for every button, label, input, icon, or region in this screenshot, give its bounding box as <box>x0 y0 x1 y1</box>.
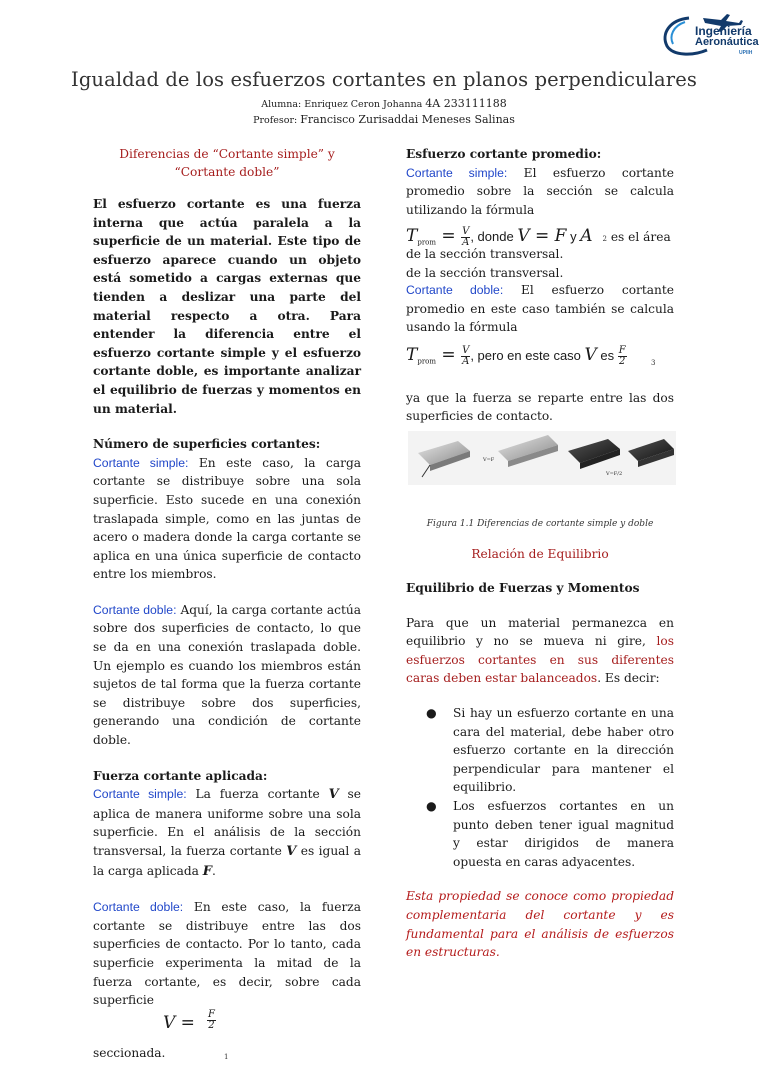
formula-v: V = <box>163 1012 195 1033</box>
student-line <box>0 97 768 110</box>
f1-f: F <box>554 226 567 247</box>
f2-num: V <box>462 344 470 356</box>
f2-fnum: F <box>618 344 626 356</box>
right-column-lower <box>406 545 674 962</box>
forces-moments-heading: Equilibrio de Fuerzas y Momentos <box>406 581 640 595</box>
simple-label: Cortante simple: <box>93 455 189 470</box>
shear-figure <box>408 431 676 485</box>
equilibrium-bullet-list <box>406 704 674 871</box>
simple-label: Cortante simple: <box>406 165 508 180</box>
footnote-2: 2 <box>602 235 607 244</box>
simple-label: Cortante simple: <box>93 787 187 802</box>
double-label: Cortante doble: <box>93 900 184 915</box>
average-double-paragraph <box>406 281 674 337</box>
bullet-text-2: Los esfuerzos cortantes en un punto deben tener igual magnitud y estar dirigidos de manera opuesta en caras adyacentes. <box>453 798 674 869</box>
f1-eq2: = <box>529 226 555 247</box>
logo <box>655 8 763 58</box>
formula-2 <box>406 337 674 375</box>
logo-line-2: Aeronáutica <box>695 36 759 48</box>
intro-paragraph: El esfuerzo cortante es una fuerza interna que actúa paralela a la superficie de un material. Este tipo de esfuerzo aparece cuando un objeto está sometido a cargas externas que tienden a deslizar una parte del material respecto a otra. Para entender la diferencia entre el esfuerzo cortante simple y el esfuerzo cortante doble, es importante analizar el equilibrio de fuerzas y momentos en un material. <box>93 197 361 416</box>
area-text: de la sección transversal. <box>406 247 564 262</box>
f2-eq: = <box>436 344 462 365</box>
period: . <box>212 863 216 878</box>
bullet-text-1: Si hay un esfuerzo cortante en una cara del material, debe haber otro esfuerzo cortante en la dirección perpendicular para mantener el equilibrio. <box>453 705 674 795</box>
equilibrium-text-b: . Es decir: <box>597 671 660 686</box>
footnote-3: 3 <box>651 358 656 367</box>
student-id: 4A 233111188 <box>425 97 507 110</box>
average-simple-paragraph <box>406 164 674 220</box>
double-label: Cortante doble: <box>93 602 177 617</box>
equilibrium-text-red: los esfuerzos cortantes en sus diferentes caras deben estar balanceados <box>406 634 674 686</box>
f2-t: T <box>406 344 418 365</box>
f1-sub: prom <box>417 238 437 247</box>
formula-den: 2 <box>208 1019 215 1031</box>
force-heading: Fuerza cortante aplicada: <box>93 768 268 783</box>
bullet-item-1 <box>406 704 674 797</box>
seccionada-text: seccionada. <box>93 1045 166 1060</box>
force-double-text: En este caso, la fuerza cortante se distribuye entre las dos superficies de contacto. Por lo tanto, cada superficie experimenta la mitad de la fuerza cortante, es decir, sobre cada superficie <box>93 900 361 1008</box>
surfaces-heading: Número de superficies cortantes: <box>93 437 321 452</box>
f2-fden: 2 <box>619 355 626 367</box>
f1-a: A <box>580 226 593 247</box>
professor-name: Francisco Zurisaddai Meneses Salinas <box>300 113 515 126</box>
professor-line <box>0 113 768 126</box>
equilibrium-text-a: Para que un material permanezca en equilibrio y no se mueva ni gire, <box>406 615 674 649</box>
f1-t: T <box>406 226 418 247</box>
var-f: F <box>202 863 213 879</box>
closing-paragraph: Esta propiedad se conoce como propiedad complementaria del cortante y es fundamental para el análisis de esfuerzos en estructuras. <box>406 889 674 960</box>
average-tail-paragraph: ya que la fuerza se reparte entre las dos superficies de contacto. <box>406 390 674 424</box>
f1-tail: es el área de la sección transversal. <box>406 230 671 280</box>
logo-text <box>695 26 759 59</box>
f1-mid: , donde <box>470 229 518 245</box>
footnote-1: 1 <box>224 1052 229 1061</box>
logo-line-3: UPIIH <box>739 50 753 56</box>
figure-caption: Figura 1.1 Diferencias de cortante simple y doble <box>426 519 654 529</box>
f1-eq: = <box>436 226 462 247</box>
var-v-2: V <box>286 844 297 859</box>
surfaces-simple-paragraph <box>93 454 361 584</box>
f2-den: A <box>462 355 470 367</box>
f2-es: es <box>596 347 618 363</box>
force-simple-text-c: es igual a la carga aplicada <box>93 844 361 878</box>
bullet-icon: ● <box>426 705 437 720</box>
differences-heading: Diferencias de “Cortante simple” y “Cortante doble” <box>119 147 335 179</box>
left-column <box>93 145 361 1062</box>
f1-v: V <box>517 226 530 247</box>
f2-v: V <box>584 344 597 365</box>
average-stress-heading: Esfuerzo cortante promedio: <box>406 147 602 161</box>
surfaces-simple-text: En este caso, la carga cortante se distribuye sobre una sola superficie. Esto sucede en una conexión traslapada simple, como en las juntas de acero o madera donde la carga cortante se aplica en una única superficie de contacto entre los miembros. <box>93 455 362 582</box>
equilibrium-relation-heading: Relación de Equilibrio <box>471 547 609 561</box>
formula-num: F <box>208 1008 215 1020</box>
force-simple-paragraph <box>93 785 361 881</box>
bullet-icon: ● <box>426 798 437 813</box>
force-double-paragraph <box>93 898 361 1010</box>
figure-label-v-c: V=F/2 <box>606 471 623 477</box>
average-simple-text: El esfuerzo cortante promedio sobre la sección se calcula utilizando la fórmula <box>406 165 675 217</box>
bullet-item-2 <box>406 797 674 871</box>
document-title: Igualdad de los esfuerzos cortantes en planos perpendiculares <box>71 68 697 91</box>
right-column <box>406 145 674 426</box>
equilibrium-paragraph <box>406 614 674 688</box>
force-simple-text-a: La fuerza cortante <box>186 787 329 802</box>
f2-mid: , pero en este caso <box>470 347 585 363</box>
surfaces-double-paragraph <box>93 601 361 750</box>
figure-label-v-a: V=F <box>483 457 495 463</box>
f2-half-fraction <box>618 346 627 367</box>
logo-line-1: Ingeniería <box>695 24 752 38</box>
var-v: V <box>328 787 339 803</box>
f1-y: y <box>566 229 581 245</box>
average-double-text: El esfuerzo cortante promedio en este caso también se calcula usando la fórmula <box>406 282 674 335</box>
surfaces-double-text: Aquí, la carga cortante actúa sobre dos superficies de contacto, lo que se da en una conexión traslapada doble. Un ejemplo es cuando los miembros están sujetos de tal forma que la fuerza cortante se distribuye sobre dos superficies, generando una condición de cortante doble. <box>93 602 361 748</box>
professor-label: Profesor: <box>253 115 298 126</box>
double-label: Cortante doble: <box>406 282 504 297</box>
formula-fraction <box>207 1010 216 1031</box>
formula-v-half-f <box>93 1010 361 1044</box>
f2-fraction <box>461 346 470 367</box>
shear-plates-illustration <box>408 431 676 485</box>
f2-sub: prom <box>417 357 437 366</box>
f1-den: A <box>462 237 470 249</box>
f1-num: V <box>462 226 470 238</box>
student-label: Alumna: Enriquez Ceron Johanna <box>261 99 423 110</box>
force-simple-text-b: se aplica de manera uniforme sobre una sola superficie. En el análisis de la sección transversal, la fuerza cortante <box>93 787 362 858</box>
